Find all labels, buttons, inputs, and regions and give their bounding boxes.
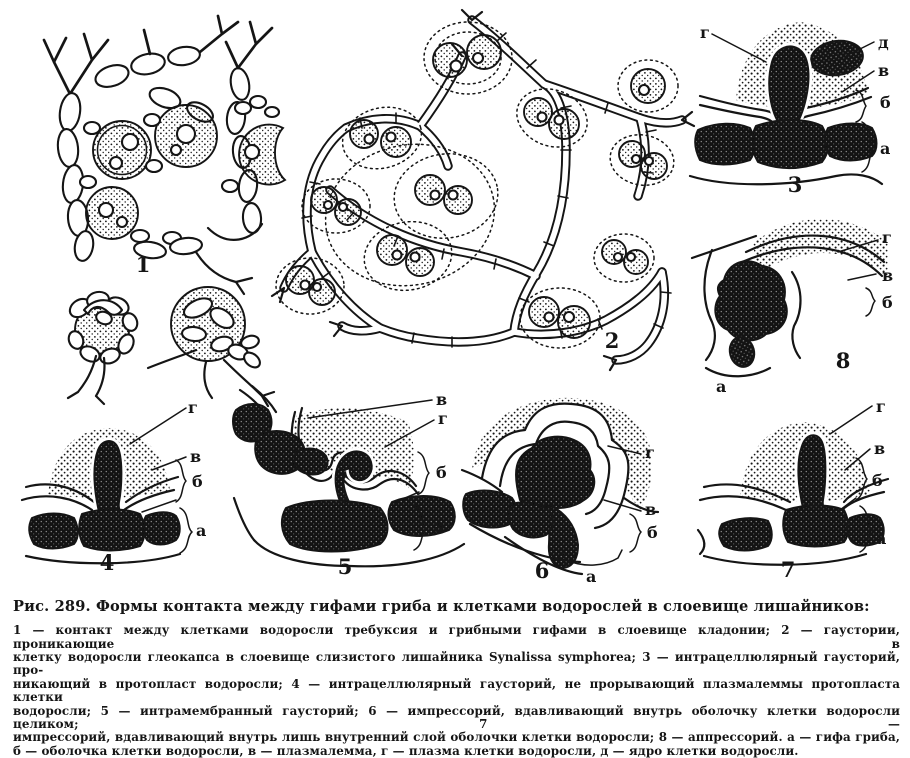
figure-5-panel: [233, 386, 464, 579]
figure-4-panel: [22, 398, 206, 575]
caption-title: Рис. 289. Формы контакта между гифами гриба и клетками водорослей в слоевище лишайников:: [13, 598, 870, 615]
figure-7-panel: [698, 397, 888, 582]
figure-7-number: 7: [780, 557, 796, 582]
legend-line: б — оболочка клетки водоросли, в — плазмалемма, г — плазма клетки водоросли, д — ядро клетки водоросли.: [13, 743, 799, 758]
fig4-label-plasmalemma: в: [190, 447, 202, 466]
fig3-label-plasmalemma: в: [878, 61, 890, 80]
figure-6-panel: [462, 398, 658, 586]
fig5-label-wall: б: [436, 463, 447, 482]
fig6-label-wall: б: [647, 523, 658, 542]
figure-2-haustoria-detail-cells: [66, 287, 274, 406]
figure-4-number: 4: [99, 550, 115, 575]
fig7-label-wall: б: [872, 471, 883, 490]
fig6-label-plasmalemma: в: [645, 500, 657, 519]
fig6-label-hypha: а: [586, 567, 597, 586]
fig8-label-plasma: г: [882, 228, 892, 247]
figure-2-number: 2: [604, 328, 620, 353]
legend-line: 1 — контакт между клетками водоросли требуксия и грибными гифами в слоевище кладонии; 2 — гаустории, проникающие в: [13, 623, 900, 651]
legend-line: водоросли; 5 — интрамембранный гаусторий; 6 — импрессорий, вдавливающий внутрь оболочку клетки водоросли целиком; 7 —: [13, 703, 900, 732]
figure-2-panel: [272, 10, 694, 370]
legend-line: импрессорий, вдавливающий внутрь лишь внутренний слой оболочки клетки водоросли; 8 — аппрессорий. а — гифа гриба,: [13, 730, 900, 745]
fig4-label-wall: б: [192, 472, 203, 491]
fig8-label-hypha: а: [716, 377, 727, 396]
fig8-label-wall: б: [882, 293, 893, 312]
figure-1-number: 1: [135, 252, 151, 277]
algal-clusters: [276, 22, 678, 348]
fig8-label-plasmalemma: в: [882, 266, 894, 285]
fig3-label-wall: б: [880, 93, 891, 112]
figure-8-panel: [692, 219, 893, 396]
legend-line: клетку водоросли глеокапса в слоевище слизистого лишайника Synalissa symphorea; 3 — интрацеллюлярный гаусторий, про-: [13, 650, 900, 678]
caption-legend: [13, 624, 900, 758]
figure-caption: [13, 598, 900, 758]
figure-3-panel: [690, 22, 891, 197]
fig7-label-hypha: а: [876, 529, 887, 548]
fig3-label-plasma: г: [700, 23, 710, 42]
fig4-label-hypha: а: [196, 521, 207, 540]
fig4-label-plasma: г: [188, 398, 198, 417]
fig5-label-hypha: а: [434, 517, 445, 536]
figure-3-number: 3: [787, 172, 803, 197]
figure-1-panel: [44, 16, 285, 294]
fig3-label-hypha: а: [880, 139, 891, 158]
fig6-label-plasma: г: [645, 443, 655, 462]
fig7-label-plasmalemma: в: [874, 439, 886, 458]
figure-8-number: 8: [835, 348, 851, 373]
figure-5-number: 5: [337, 554, 353, 579]
fig5-label-plasma: г: [438, 409, 448, 428]
figure-6-number: 6: [534, 558, 550, 583]
legend-line: никающий в протопласт водоросли; 4 — интрацеллюлярный гаусторий, не прорывающий плазмалеммы протопласта клетки: [13, 676, 900, 705]
fig5-label-plasmalemma: в: [436, 390, 448, 409]
fig7-label-plasma: г: [876, 397, 886, 416]
fig3-label-nucleus: д: [878, 33, 889, 52]
